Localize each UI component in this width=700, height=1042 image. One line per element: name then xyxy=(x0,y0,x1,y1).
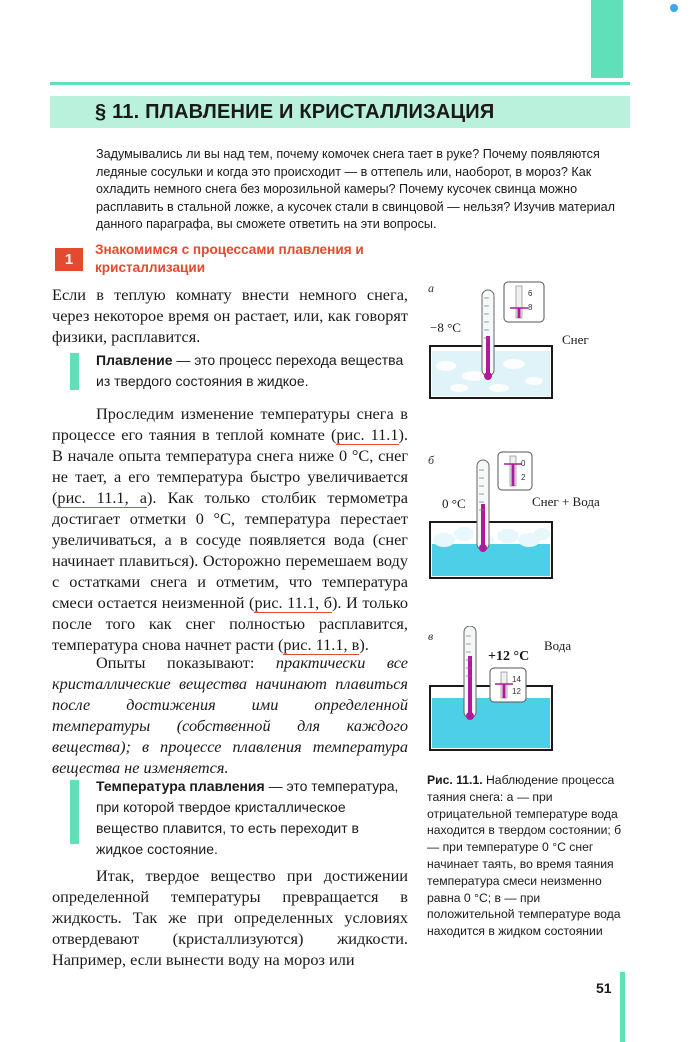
definition-text: — это процесс перехода вещества из твердого состояния в жидкое. xyxy=(96,352,404,389)
panel-label: в xyxy=(428,629,434,643)
definition-term: Температура плавления xyxy=(96,778,265,794)
substance-label: Снег xyxy=(562,332,589,347)
water-fill xyxy=(432,698,550,748)
caption-text: Наблюдение процесса таяния снега: а — при отрицательной температуре вода находится в твердом состоянии; б — при температуре 0 °С снег начинает таять, во время таяния температура смеси неизменно равна 0 °С; в — при положительной температуре вода находится в жидком состоянии xyxy=(427,773,622,939)
paragraph-1: Если в теплую комнату внести немного снега, через некоторое время он растает, или, как говорят физики, расплавится. xyxy=(52,285,408,346)
figure-panel-c xyxy=(424,626,624,754)
paragraph-2-text: ). В начале опыта температура снега ниже 0 °С, снег не тает, а его температура быстро увеличивается ( xyxy=(52,425,408,507)
logo-icon xyxy=(670,4,678,12)
substance-label: Снег + Вода xyxy=(532,494,600,509)
definition-term: Плавление xyxy=(96,352,173,368)
figure-caption xyxy=(427,772,622,940)
temperature-readout: +12 °С xyxy=(488,649,530,664)
panel-label: а xyxy=(428,281,434,295)
caption-title: Рис. 11.1. xyxy=(427,773,483,787)
paragraph-4 xyxy=(52,865,408,970)
paragraph-2-text: ). Как только столбик термометра достигает отметки 0 °С, температура перестает увеличиваться, а в сосуде появляется вода (снег начинает плавиться). Осторожно перемешаем воду с остатками снега и отметим, что температура смеси остается неизменной ( xyxy=(52,488,408,612)
subsection-title: Знакомимся с процессами плавления и кристаллизации xyxy=(95,242,364,275)
definition-melting-point xyxy=(96,776,408,860)
paragraph-2-text: ). xyxy=(359,635,369,654)
paragraph-3-conclusion: практически все кристаллические вещества начинают плавиться после достижения ими определенной температуры (собственной для каждого вещества); в процессе плавления температура вещества не изменяется. xyxy=(52,653,408,777)
page-edge-strip xyxy=(620,972,625,1042)
definition-text: — это температура, при которой твердое кристаллическое вещество плавится, то есть переходит в жидкое состояние. xyxy=(96,778,399,857)
scale-zoom-inset xyxy=(504,282,544,322)
mercury-column xyxy=(481,504,485,548)
scale-mark: 12 xyxy=(512,687,521,696)
figure-reference-link[interactable]: рис. 11.1, в xyxy=(283,635,360,654)
mercury-column xyxy=(468,656,472,718)
definition-marker xyxy=(70,353,79,390)
water-fill xyxy=(432,544,550,576)
page-number: 51 xyxy=(596,980,612,996)
paragraph-2 xyxy=(52,403,408,655)
scale-mark: 6 xyxy=(528,289,533,298)
figure-reference-link[interactable]: рис. 11.1, б xyxy=(254,593,332,612)
intro-paragraph: Задумывались ли вы над тем, почему комочек снега тает в руке? Почему появляются ледяные сосульки и когда это происходит — в оттепель или, наоборот, в мороз? Как охладить немного снега без морозильной камеры? Почему кусочек свинца можно расплавить в стальной ложке, а кусочек стали в свинцовой — нельзя? Изучив материал данного параграфа, вы сможете ответить на эти вопросы. xyxy=(96,147,615,232)
paragraph-2-text: ). И только после того как снег полностью расплавится, температура снова начнет расти ( xyxy=(52,593,408,654)
substance-label: Вода xyxy=(544,638,572,653)
paragraph-2-text: Проследим изменение температуры снега в процессе его таяния в теплой комнате ( xyxy=(52,404,408,444)
figure-reference-link[interactable]: рис. 11.1 xyxy=(336,425,399,444)
definition-marker xyxy=(70,780,79,844)
temperature-readout: −8 °С xyxy=(430,320,461,335)
paragraph-3 xyxy=(52,652,408,778)
section-title-bar xyxy=(50,96,630,128)
paragraph-3-lead: Опыты показывают: xyxy=(96,653,276,672)
paragraph-4-text: Итак, твердое вещество при достижении определенной температуры превращается в жидкость. Так же при определенных условиях отвердевают (кристаллизуются) жидкости. Например, если вынести воду на мороз или xyxy=(52,866,408,969)
section-title: § 11. ПЛАВЛЕНИЕ И КРИСТАЛЛИЗАЦИЯ xyxy=(95,101,495,123)
scale-mark: 8 xyxy=(528,303,533,312)
figure-panel-b xyxy=(424,448,624,583)
figure-panel-a xyxy=(424,276,624,406)
scale-mark: 14 xyxy=(512,675,521,684)
figure-reference-link[interactable]: рис. 11.1, а xyxy=(57,488,147,507)
scale-mark: 2 xyxy=(521,473,526,482)
page-tab-marker xyxy=(591,0,623,78)
panel-label: б xyxy=(428,453,435,467)
header-rule xyxy=(50,82,630,85)
definition-melting xyxy=(96,350,408,392)
scale-mark: 0 xyxy=(521,459,526,468)
mercury-column xyxy=(486,336,490,376)
temperature-readout: 0 °С xyxy=(442,496,466,511)
scale-zoom-inset xyxy=(490,668,526,702)
subsection-number: 1 xyxy=(55,248,83,271)
